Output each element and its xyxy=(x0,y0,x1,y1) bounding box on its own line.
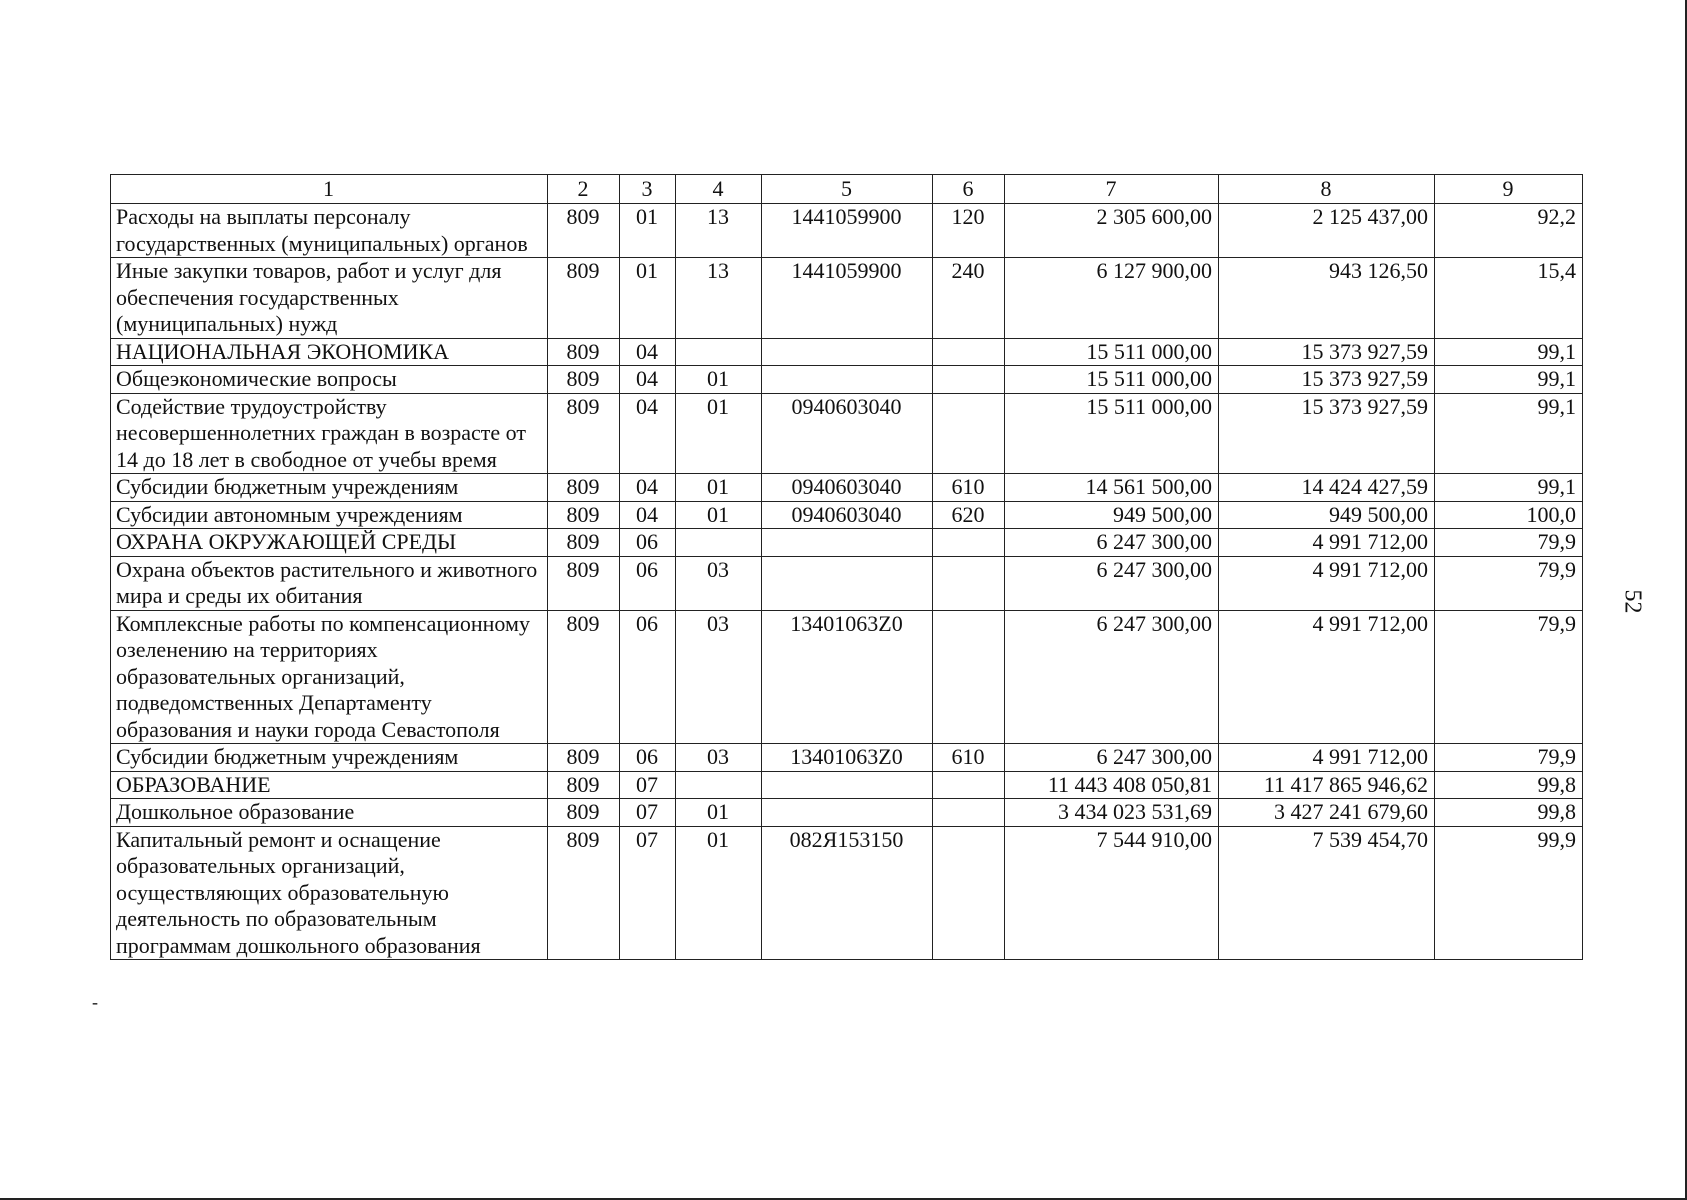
header-cell-5: 5 xyxy=(762,175,933,204)
cell-rz: 06 xyxy=(620,610,676,744)
cell-name: НАЦИОНАЛЬНАЯ ЭКОНОМИКА xyxy=(111,338,548,366)
cell-csr xyxy=(762,529,933,557)
cell-plan: 15 511 000,00 xyxy=(1005,338,1219,366)
cell-plan: 3 434 023 531,69 xyxy=(1005,799,1219,827)
cell-fact: 15 373 927,59 xyxy=(1219,338,1435,366)
margin-mark: - xyxy=(92,992,98,1012)
cell-fact: 3 427 241 679,60 xyxy=(1219,799,1435,827)
cell-pr xyxy=(676,338,762,366)
cell-gr: 809 xyxy=(548,556,620,610)
header-cell-6: 6 xyxy=(933,175,1005,204)
cell-name: Капитальный ремонт и оснащение образовательных организаций, осуществляющих образовательную деятельность по образовательным программам дошкольного образования xyxy=(111,826,548,960)
cell-name: Иные закупки товаров, работ и услуг для обеспечения государственных (муниципальных) нужд xyxy=(111,258,548,339)
cell-rz: 04 xyxy=(620,393,676,474)
cell-percent: 99,9 xyxy=(1435,826,1583,960)
cell-csr xyxy=(762,366,933,394)
cell-pr xyxy=(676,771,762,799)
cell-percent: 79,9 xyxy=(1435,744,1583,772)
table-body xyxy=(111,175,1583,960)
cell-csr: 0940603040 xyxy=(762,474,933,502)
cell-vr xyxy=(933,826,1005,960)
cell-rz: 01 xyxy=(620,204,676,258)
cell-vr: 610 xyxy=(933,744,1005,772)
cell-rz: 04 xyxy=(620,501,676,529)
cell-vr: 610 xyxy=(933,474,1005,502)
cell-csr xyxy=(762,338,933,366)
cell-name: Расходы на выплаты персоналу государственных (муниципальных) органов xyxy=(111,204,548,258)
header-cell-9: 9 xyxy=(1435,175,1583,204)
cell-plan: 6 247 300,00 xyxy=(1005,610,1219,744)
cell-name: Дошкольное образование xyxy=(111,799,548,827)
cell-fact: 4 991 712,00 xyxy=(1219,744,1435,772)
cell-pr: 01 xyxy=(676,366,762,394)
table-row xyxy=(111,771,1583,799)
cell-csr: 082Я153150 xyxy=(762,826,933,960)
cell-plan: 11 443 408 050,81 xyxy=(1005,771,1219,799)
header-cell-4: 4 xyxy=(676,175,762,204)
cell-gr: 809 xyxy=(548,529,620,557)
cell-fact: 949 500,00 xyxy=(1219,501,1435,529)
cell-vr xyxy=(933,366,1005,394)
cell-percent: 79,9 xyxy=(1435,529,1583,557)
cell-vr xyxy=(933,556,1005,610)
cell-name: ОХРАНА ОКРУЖАЮЩЕЙ СРЕДЫ xyxy=(111,529,548,557)
cell-percent: 99,1 xyxy=(1435,393,1583,474)
table-row xyxy=(111,799,1583,827)
cell-vr xyxy=(933,771,1005,799)
cell-csr xyxy=(762,771,933,799)
cell-rz: 06 xyxy=(620,529,676,557)
cell-plan: 949 500,00 xyxy=(1005,501,1219,529)
cell-fact: 2 125 437,00 xyxy=(1219,204,1435,258)
header-cell-3: 3 xyxy=(620,175,676,204)
header-cell-8: 8 xyxy=(1219,175,1435,204)
cell-csr: 13401063Z0 xyxy=(762,744,933,772)
cell-csr: 0940603040 xyxy=(762,501,933,529)
header-cell-7: 7 xyxy=(1005,175,1219,204)
cell-rz: 07 xyxy=(620,826,676,960)
cell-pr: 03 xyxy=(676,556,762,610)
cell-csr: 0940603040 xyxy=(762,393,933,474)
cell-gr: 809 xyxy=(548,799,620,827)
cell-percent: 99,1 xyxy=(1435,338,1583,366)
cell-csr: 1441059900 xyxy=(762,204,933,258)
cell-vr: 240 xyxy=(933,258,1005,339)
cell-vr xyxy=(933,338,1005,366)
cell-plan: 6 247 300,00 xyxy=(1005,529,1219,557)
cell-fact: 14 424 427,59 xyxy=(1219,474,1435,502)
cell-plan: 15 511 000,00 xyxy=(1005,393,1219,474)
cell-plan: 2 305 600,00 xyxy=(1005,204,1219,258)
cell-gr: 809 xyxy=(548,204,620,258)
cell-percent: 99,8 xyxy=(1435,771,1583,799)
cell-name: Субсидии автономным учреждениям xyxy=(111,501,548,529)
cell-name: Содействие трудоустройству несовершеннолетних граждан в возрасте от 14 до 18 лет в свободное от учебы время xyxy=(111,393,548,474)
cell-name: Субсидии бюджетным учреждениям xyxy=(111,474,548,502)
cell-pr: 01 xyxy=(676,501,762,529)
cell-pr: 01 xyxy=(676,474,762,502)
cell-fact: 15 373 927,59 xyxy=(1219,393,1435,474)
table-row xyxy=(111,338,1583,366)
cell-percent: 79,9 xyxy=(1435,556,1583,610)
cell-plan: 7 544 910,00 xyxy=(1005,826,1219,960)
header-row xyxy=(111,175,1583,204)
header-cell-2: 2 xyxy=(548,175,620,204)
budget-table xyxy=(110,174,1583,960)
cell-name: Общеэкономические вопросы xyxy=(111,366,548,394)
cell-gr: 809 xyxy=(548,393,620,474)
cell-vr xyxy=(933,610,1005,744)
cell-fact: 11 417 865 946,62 xyxy=(1219,771,1435,799)
table-row xyxy=(111,826,1583,960)
cell-fact: 4 991 712,00 xyxy=(1219,529,1435,557)
cell-vr xyxy=(933,799,1005,827)
cell-plan: 6 127 900,00 xyxy=(1005,258,1219,339)
cell-gr: 809 xyxy=(548,474,620,502)
table-row xyxy=(111,474,1583,502)
cell-fact: 943 126,50 xyxy=(1219,258,1435,339)
cell-gr: 809 xyxy=(548,610,620,744)
table-row xyxy=(111,204,1583,258)
cell-percent: 99,1 xyxy=(1435,474,1583,502)
cell-percent: 92,2 xyxy=(1435,204,1583,258)
cell-percent: 15,4 xyxy=(1435,258,1583,339)
cell-fact: 4 991 712,00 xyxy=(1219,610,1435,744)
table-row xyxy=(111,529,1583,557)
cell-pr: 03 xyxy=(676,744,762,772)
header-cell-1: 1 xyxy=(111,175,548,204)
page-number: 52 xyxy=(1619,589,1646,614)
cell-pr xyxy=(676,529,762,557)
cell-percent: 100,0 xyxy=(1435,501,1583,529)
table-row xyxy=(111,366,1583,394)
cell-fact: 4 991 712,00 xyxy=(1219,556,1435,610)
cell-gr: 809 xyxy=(548,744,620,772)
cell-name: ОБРАЗОВАНИЕ xyxy=(111,771,548,799)
cell-gr: 809 xyxy=(548,501,620,529)
cell-pr: 01 xyxy=(676,393,762,474)
cell-vr xyxy=(933,393,1005,474)
table-row xyxy=(111,556,1583,610)
cell-rz: 04 xyxy=(620,474,676,502)
cell-csr xyxy=(762,556,933,610)
cell-csr: 13401063Z0 xyxy=(762,610,933,744)
cell-vr: 620 xyxy=(933,501,1005,529)
cell-plan: 14 561 500,00 xyxy=(1005,474,1219,502)
cell-plan: 6 247 300,00 xyxy=(1005,556,1219,610)
cell-rz: 07 xyxy=(620,799,676,827)
table-row xyxy=(111,501,1583,529)
cell-percent: 99,8 xyxy=(1435,799,1583,827)
cell-gr: 809 xyxy=(548,338,620,366)
cell-plan: 15 511 000,00 xyxy=(1005,366,1219,394)
cell-rz: 01 xyxy=(620,258,676,339)
table-row xyxy=(111,744,1583,772)
cell-pr: 13 xyxy=(676,258,762,339)
table-row xyxy=(111,610,1583,744)
cell-pr: 01 xyxy=(676,799,762,827)
cell-rz: 07 xyxy=(620,771,676,799)
cell-vr xyxy=(933,529,1005,557)
cell-rz: 04 xyxy=(620,338,676,366)
cell-gr: 809 xyxy=(548,366,620,394)
cell-rz: 06 xyxy=(620,556,676,610)
cell-gr: 809 xyxy=(548,826,620,960)
cell-gr: 809 xyxy=(548,258,620,339)
cell-pr: 01 xyxy=(676,826,762,960)
cell-name: Субсидии бюджетным учреждениям xyxy=(111,744,548,772)
cell-vr: 120 xyxy=(933,204,1005,258)
table-row xyxy=(111,258,1583,339)
cell-rz: 04 xyxy=(620,366,676,394)
cell-fact: 15 373 927,59 xyxy=(1219,366,1435,394)
cell-csr xyxy=(762,799,933,827)
cell-percent: 79,9 xyxy=(1435,610,1583,744)
cell-pr: 03 xyxy=(676,610,762,744)
cell-rz: 06 xyxy=(620,744,676,772)
cell-fact: 7 539 454,70 xyxy=(1219,826,1435,960)
cell-percent: 99,1 xyxy=(1435,366,1583,394)
cell-pr: 13 xyxy=(676,204,762,258)
cell-name: Охрана объектов растительного и животного мира и среды их обитания xyxy=(111,556,548,610)
cell-plan: 6 247 300,00 xyxy=(1005,744,1219,772)
cell-csr: 1441059900 xyxy=(762,258,933,339)
cell-gr: 809 xyxy=(548,771,620,799)
cell-name: Комплексные работы по компенсационному озеленению на территориях образовательных организаций, подведомственных Департаменту образования и науки города Севастополя xyxy=(111,610,548,744)
table-row xyxy=(111,393,1583,474)
